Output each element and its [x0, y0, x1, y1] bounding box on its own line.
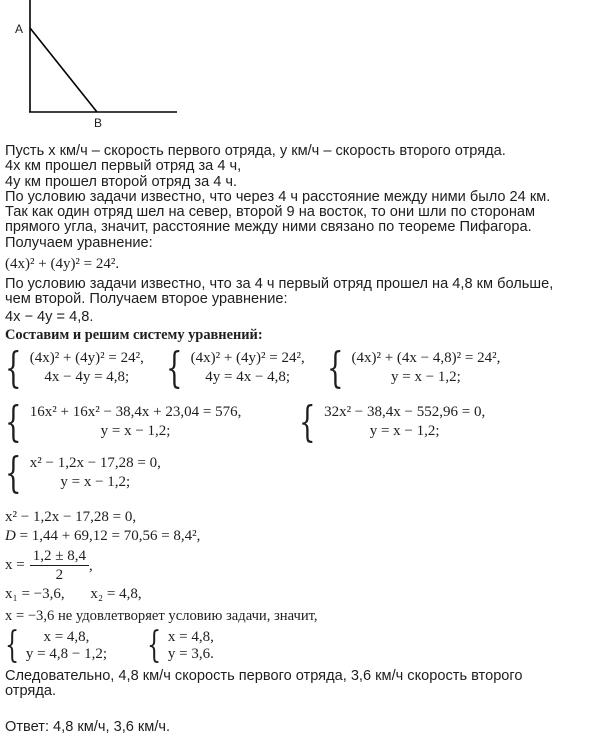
left-brace: {	[326, 342, 344, 392]
left-brace: {	[299, 396, 316, 446]
system-line-2: y = x − 1,2;	[100, 422, 171, 439]
systems-row-1	[5, 342, 594, 392]
system-line-1: x² − 1,2x − 17,28 = 0,	[29, 454, 161, 471]
system-line-2: 4x − 4y = 4,8;	[44, 368, 130, 385]
system-line-2: y = 4,8 − 1,2;	[25, 645, 107, 662]
left-brace: {	[5, 396, 22, 446]
conclusion-paragraph	[5, 669, 594, 700]
condition-line: чем второй. Получаем второе уравнение:	[5, 291, 288, 308]
system-line-2: 4y = 4x − 4,8;	[205, 368, 291, 385]
systems-row-3	[5, 447, 594, 497]
equation-system	[299, 396, 486, 446]
hypotenuse-line	[30, 28, 97, 112]
fraction	[30, 548, 89, 583]
left-brace: {	[5, 342, 22, 392]
root-rejection-note: x = −3,6 не удовлетворяет условию задачи, значит,	[5, 607, 318, 624]
system-line-2: y = x − 1,2;	[390, 368, 461, 385]
conclusion-line: Следовательно, 4,8 км/ч скорость первого отряда, 3,6 км/ч скорость второго	[5, 667, 523, 684]
quadratic-equation: x² − 1,2x − 17,28 = 0,	[5, 508, 137, 525]
intro-line: 4у км прошел второй отряд за 4 ч.	[5, 173, 238, 190]
difference-equation: 4x − 4y = 4,8.	[5, 308, 94, 325]
system-line-1: 16x² + 16x² − 38,4x + 23,04 = 576,	[29, 403, 242, 420]
system-line-1: x = 4,8,	[43, 628, 90, 645]
conclusion-line: отряда.	[5, 682, 57, 699]
equation-system	[5, 342, 144, 392]
discriminant-value: = 1,44 + 69,12 = 70,56 = 8,4²,	[15, 527, 201, 544]
system-line-1: (4x)² + (4x − 4,8)² = 24²,	[351, 349, 501, 366]
roots-formula	[5, 548, 594, 583]
intro-line: Получаем уравнение:	[5, 234, 153, 251]
equation-system	[5, 396, 242, 446]
roots-line	[5, 585, 594, 604]
systems-heading: Составим и решим систему уравнений:	[5, 326, 263, 343]
second-condition-paragraph	[5, 277, 594, 308]
root-2: x₂ = 4,8,	[90, 585, 142, 602]
system-line-1: x = 4,8,	[167, 628, 214, 645]
intro-line: Так как один отряд шел на север, второй 9 на восток, то они шли по сторонам	[5, 204, 536, 221]
left-brace: {	[5, 625, 20, 667]
intro-paragraph	[5, 144, 594, 251]
left-brace: {	[165, 342, 183, 392]
equation-system	[165, 342, 305, 392]
system-line-2: y = 3,6.	[167, 645, 214, 662]
left-brace: {	[147, 625, 162, 667]
system-line-2: y = x − 1,2;	[60, 473, 131, 490]
intro-line: прямого угла, значит, расстояние между ними связано по теореме Пифагора.	[5, 219, 532, 236]
point-a-label: A	[15, 22, 24, 36]
root-1: x₁ = −3,6,	[5, 585, 65, 602]
x-equals: x =	[5, 556, 25, 573]
discriminant-symbol: D	[5, 527, 16, 544]
equation-system	[147, 625, 214, 667]
systems-row-2	[5, 396, 594, 446]
fraction-denominator: 2	[55, 566, 64, 583]
answer-line: Ответ: 4,8 км/ч, 3,6 км/ч.	[5, 719, 171, 735]
intro-line: Пусть x км/ч – скорость первого отряда, у км/ч – скорость второго отряда.	[5, 143, 506, 159]
condition-line: По условию задачи известно, что за 4 ч первый отряд прошел на 4,8 км больше,	[5, 276, 554, 293]
left-brace: {	[5, 447, 22, 497]
system-line-1: (4x)² + (4y)² = 24²,	[29, 349, 144, 366]
fraction-numerator: 1,2 ± 8,4	[30, 548, 89, 566]
final-systems-row	[5, 625, 594, 667]
intro-line: 4x км прошел первый отряд за 4 ч,	[5, 158, 242, 175]
point-b-label: B	[94, 116, 103, 130]
quadratic-solution	[5, 508, 594, 626]
discriminant-line	[5, 527, 594, 546]
equation-system	[5, 447, 161, 497]
pythagoras-equation: (4x)² + (4y)² = 24².	[5, 256, 120, 273]
equation-system	[5, 625, 107, 667]
system-line-1: (4x)² + (4y)² = 24²,	[190, 349, 305, 366]
system-line-1: 32x² − 38,4x − 552,96 = 0,	[324, 403, 486, 420]
equation-system	[326, 342, 501, 392]
intro-line: По условию задачи известно, что через 4 ч расстояние между ними было 24 км.	[5, 188, 551, 205]
triangle-diagram	[5, 0, 190, 131]
fraction-comma: ,	[88, 557, 93, 574]
system-line-2: y = x − 1,2;	[369, 422, 440, 439]
